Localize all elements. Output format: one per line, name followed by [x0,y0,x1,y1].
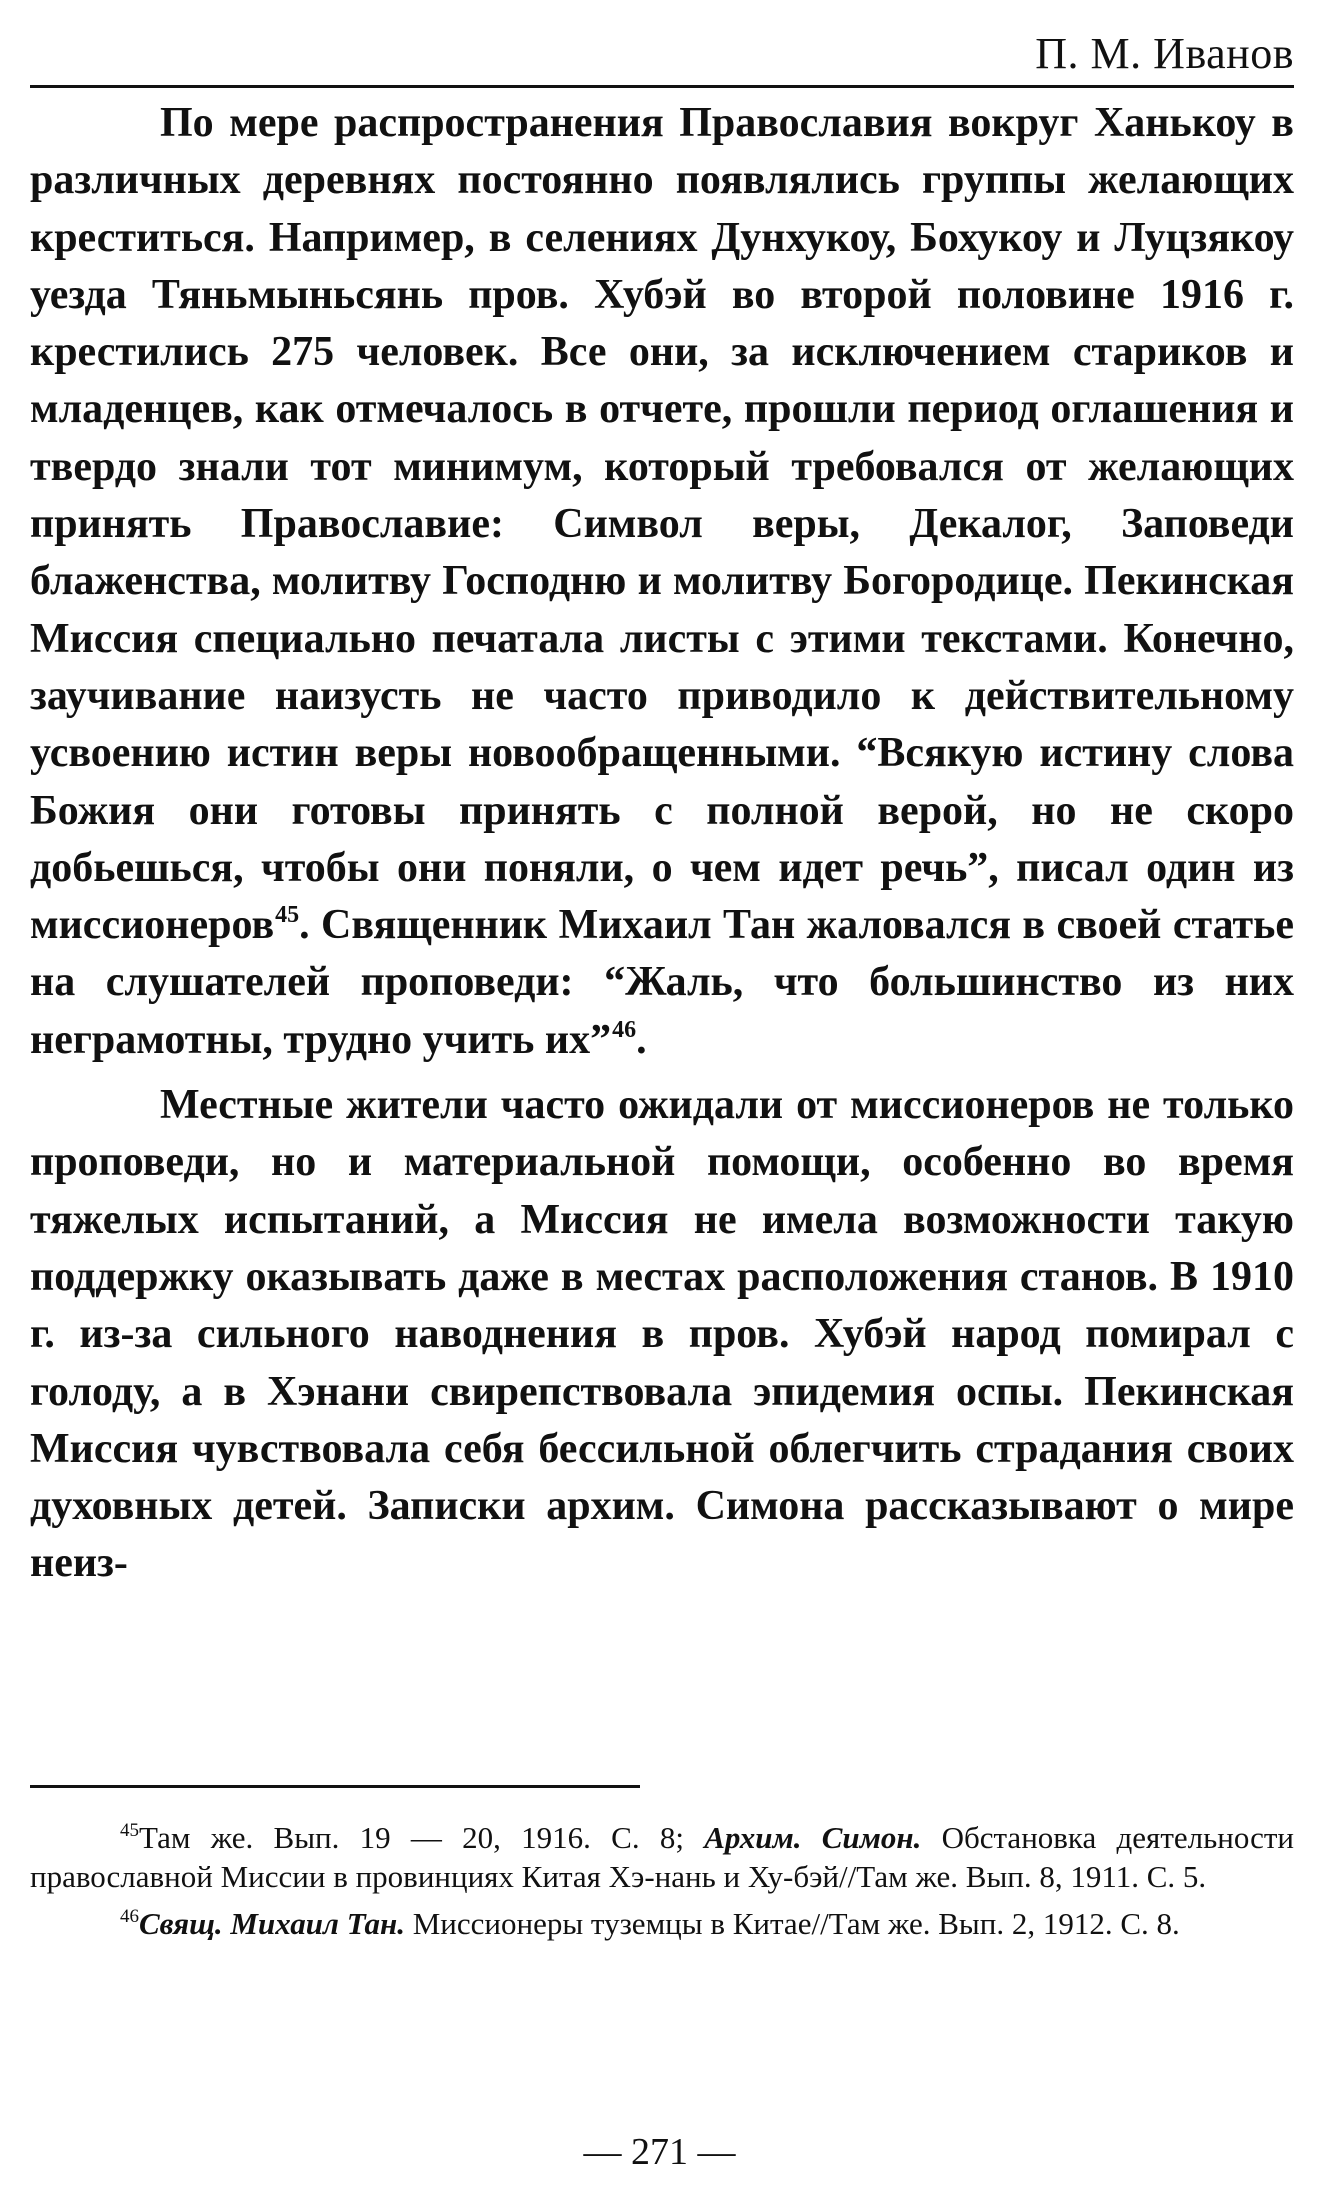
main-text [30,95,1294,1593]
footnote-mark-45: 45 [120,1820,139,1841]
footnote-45-author: Архим. Симон. [704,1820,922,1855]
paragraph-1-text-b: . Священник Михаил Тан жаловался в своей статье на слушателей проповеди: “Жаль, что большинство из них неграмотны, трудно учить их” [30,902,1294,1063]
footnote-rule [30,1785,640,1788]
footnote-46-post: Миссионеры туземцы в Китае//Там же. Вып. 2, 1912. С. 8. [404,1906,1180,1941]
footnote-46-author: Свящ. Михаил Тан. [139,1906,405,1941]
paragraph-1-text-c: . [636,1016,647,1063]
footnote-45-pre: Там же. Вып. 19 — 20, 1916. С. 8; [139,1820,705,1855]
footnote-45 [30,1818,1294,1896]
page-number: — 271 — [583,2131,736,2173]
paragraph-1 [30,95,1294,1069]
paragraph-1-text-a: По мере распространения Православия вокруг Ханькоу в различных деревнях постоянно появлялись группы желающих креститься. Например, в селениях Дунхукоу, Бохукоу и Луцзякоу уезда Тяньмыньсянь пров. Хубэй во второй половине 1916 г. крестились 275 человек. Все они, за исключением стариков и младенцев, как отмечалось в отчете, прошли период оглашения и твердо знали тот минимум, который требовался от желающих принять Православие: Символ веры, Декалог, Заповеди блаженства, молитву Господню и молитву Богородице. Пекинская Миссия специально печатала листы с этими текстами. Конечно, заучивание наизусть не часто приводило к действительному усвоению истин веры новообращенными. “Всякую истину слова Божия они готовы принять с полной верой, но не скоро добьешься, чтобы они поняли, о чем идет речь”, писал один из миссионеров [30,100,1294,949]
footnote-45-post: Обстановка деятельности православной Миссии в провинциях Китая Хэ-нань и Ху-бэй//Там же. Вып. 8, 1911. С. 5. [30,1820,1294,1894]
footnote-mark-46: 46 [120,1906,139,1927]
paragraph-2: Местные жители часто ожидали от миссионеров не только проповеди, но и материальной помощи, особенно во время тяжелых испытаний, а Миссия не имела возможности такую поддержку оказывать даже в местах расположения станов. В 1910 г. из-за сильного наводнения в пров. Хубэй народ помирал с голоду, а в Хэнани свирепствовала эпидемия оспы. Пекинская Миссия чувствовала себя бессильной облегчить страдания своих духовных детей. Записки архим. Симона рассказывают о мире неиз- [30,1082,1294,1587]
footnotes [30,1818,1294,1943]
running-header [30,28,1294,80]
footnote-ref-45[interactable]: 45 [275,902,300,929]
header-author: П. М. Иванов [1035,29,1294,78]
footnote-ref-46[interactable]: 46 [612,1016,637,1043]
footnote-46 [30,1904,1294,1943]
header-rule [30,85,1294,88]
